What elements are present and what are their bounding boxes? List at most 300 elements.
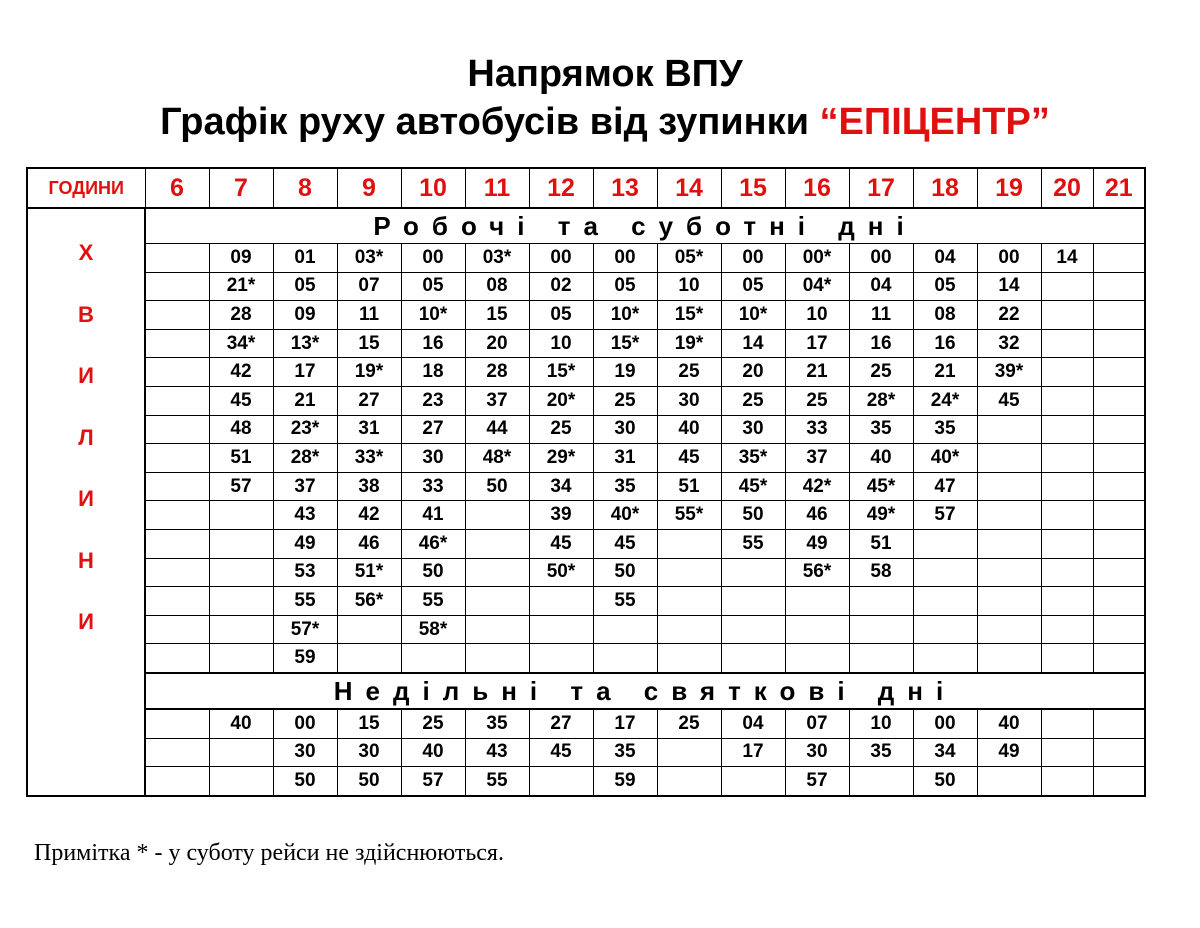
minute-cell: 40* (913, 444, 977, 473)
minute-cell (977, 529, 1041, 558)
minute-cell: 50 (593, 558, 657, 587)
minute-cell: 10* (721, 301, 785, 330)
minute-cell: 00 (529, 244, 593, 273)
minute-cell (1093, 444, 1145, 473)
minute-cell (1041, 472, 1093, 501)
minute-cell: 11 (849, 301, 913, 330)
minute-cell: 25 (529, 415, 593, 444)
minute-cell: 45 (657, 444, 721, 473)
minute-cell (1041, 644, 1093, 673)
minute-cell: 28 (465, 358, 529, 387)
minute-cell (913, 529, 977, 558)
minute-cell: 00 (721, 244, 785, 273)
minute-cell (1041, 615, 1093, 644)
minute-cell: 30 (401, 444, 465, 473)
minute-cell (145, 358, 209, 387)
table-row (27, 558, 1145, 587)
hour-cell: 8 (273, 168, 337, 208)
minute-cell: 45* (721, 472, 785, 501)
minute-cell (977, 472, 1041, 501)
hour-cell: 14 (657, 168, 721, 208)
minute-cell (145, 329, 209, 358)
minute-cell: 25 (721, 386, 785, 415)
minute-cell: 25 (593, 386, 657, 415)
minute-cell: 18 (401, 358, 465, 387)
table-row (27, 529, 1145, 558)
minute-cell (977, 558, 1041, 587)
minute-cell (721, 767, 785, 796)
minute-cell: 57 (913, 501, 977, 530)
minute-cell: 28* (273, 444, 337, 473)
holiday-section-row (27, 673, 1145, 709)
minute-cell (145, 738, 209, 767)
minute-cell: 57 (401, 767, 465, 796)
minute-cell: 40 (401, 738, 465, 767)
hour-cell: 20 (1041, 168, 1093, 208)
minute-cell: 33 (401, 472, 465, 501)
page-subtitle (5, 100, 1200, 144)
minute-cell (209, 558, 273, 587)
minute-cell: 01 (273, 244, 337, 273)
minute-cell: 00 (913, 709, 977, 738)
table-row (27, 587, 1145, 616)
minute-cell: 40 (657, 415, 721, 444)
minute-cell: 45 (209, 386, 273, 415)
minute-cell (145, 558, 209, 587)
minute-cell (1041, 587, 1093, 616)
minute-cell: 49 (977, 738, 1041, 767)
minute-cell (657, 529, 721, 558)
minute-cell (145, 386, 209, 415)
minute-cell: 50* (529, 558, 593, 587)
minute-cell: 50 (721, 501, 785, 530)
minute-cell: 07 (785, 709, 849, 738)
minute-cell: 31 (337, 415, 401, 444)
minute-cell: 19* (657, 329, 721, 358)
minute-cell (721, 615, 785, 644)
weekday-section-row (27, 208, 1145, 244)
minute-cell: 15* (593, 329, 657, 358)
minute-cell: 45* (849, 472, 913, 501)
minute-cell: 10* (593, 301, 657, 330)
minute-cell: 31 (593, 444, 657, 473)
minute-cell: 46* (401, 529, 465, 558)
hour-cell: 13 (593, 168, 657, 208)
minute-cell (593, 615, 657, 644)
minute-cell (209, 587, 273, 616)
hour-cell: 12 (529, 168, 593, 208)
minute-cell: 17 (721, 738, 785, 767)
minute-cell: 50 (273, 767, 337, 796)
footnote: Примітка * - у суботу рейси не здійснюються. (34, 840, 504, 866)
minute-cell: 46 (785, 501, 849, 530)
minute-cell: 30 (593, 415, 657, 444)
subtitle-text: Графік руху автобусів від зупинки (160, 101, 820, 143)
minute-cell: 14 (1041, 244, 1093, 273)
minute-cell: 17 (273, 358, 337, 387)
minutes-letter: Л (78, 424, 94, 450)
minute-cell: 30 (337, 738, 401, 767)
minute-cell: 00 (849, 244, 913, 273)
minute-cell: 05* (657, 244, 721, 273)
stop-name: “ЕПІЦЕНТР” (819, 101, 1050, 143)
minute-cell: 25 (401, 709, 465, 738)
minute-cell: 56* (785, 558, 849, 587)
minute-cell: 51* (337, 558, 401, 587)
minute-cell (977, 501, 1041, 530)
minute-cell (1093, 301, 1145, 330)
minute-cell: 09 (273, 301, 337, 330)
minute-cell (145, 615, 209, 644)
minute-cell (977, 415, 1041, 444)
minute-cell: 41 (401, 501, 465, 530)
minute-cell (145, 644, 209, 673)
minute-cell: 05 (721, 272, 785, 301)
minutes-letter: Х (78, 240, 94, 265)
minute-cell: 45 (593, 529, 657, 558)
minute-cell (1041, 738, 1093, 767)
minute-cell: 00 (593, 244, 657, 273)
minute-cell (913, 587, 977, 616)
minute-cell (721, 558, 785, 587)
minute-cell: 35 (849, 738, 913, 767)
minute-cell: 45 (529, 738, 593, 767)
minute-cell: 15* (657, 301, 721, 330)
minute-cell: 04 (721, 709, 785, 738)
minute-cell: 35 (849, 415, 913, 444)
minute-cell: 09 (209, 244, 273, 273)
minute-cell: 15 (337, 329, 401, 358)
minutes-vertical-label (27, 208, 145, 796)
minute-cell (849, 615, 913, 644)
minute-cell (977, 615, 1041, 644)
table-row (27, 415, 1145, 444)
minute-cell (337, 615, 401, 644)
minute-cell (1093, 644, 1145, 673)
minute-cell (1041, 558, 1093, 587)
minute-cell: 14 (977, 272, 1041, 301)
minute-cell: 55* (657, 501, 721, 530)
hour-cell: 10 (401, 168, 465, 208)
minute-cell: 16 (913, 329, 977, 358)
hours-label: ГОДИНИ (27, 168, 145, 208)
minute-cell: 40 (209, 709, 273, 738)
minute-cell: 27 (401, 415, 465, 444)
minute-cell (1041, 501, 1093, 530)
minute-cell: 08 (913, 301, 977, 330)
minute-cell: 25 (657, 358, 721, 387)
minute-cell (785, 587, 849, 616)
hour-cell: 9 (337, 168, 401, 208)
minute-cell: 04 (913, 244, 977, 273)
minute-cell (849, 767, 913, 796)
minute-cell: 25 (849, 358, 913, 387)
minute-cell (465, 558, 529, 587)
minute-cell: 50 (913, 767, 977, 796)
minute-cell (785, 615, 849, 644)
minute-cell: 10* (401, 301, 465, 330)
minute-cell (145, 244, 209, 273)
minute-cell (657, 644, 721, 673)
minute-cell: 21 (913, 358, 977, 387)
minute-cell: 44 (465, 415, 529, 444)
minute-cell: 27 (337, 386, 401, 415)
holiday-section-title: Недільні та святкові дні (145, 673, 1145, 709)
hour-cell: 19 (977, 168, 1041, 208)
minute-cell: 35 (593, 472, 657, 501)
minute-cell: 57 (785, 767, 849, 796)
minute-cell (145, 501, 209, 530)
minutes-letter: И (78, 363, 94, 388)
table-row (27, 615, 1145, 644)
hour-cell: 6 (145, 168, 209, 208)
minute-cell: 14 (721, 329, 785, 358)
minute-cell: 21 (785, 358, 849, 387)
minute-cell (145, 272, 209, 301)
minute-cell: 57* (273, 615, 337, 644)
minute-cell: 23* (273, 415, 337, 444)
minute-cell: 10 (529, 329, 593, 358)
minute-cell: 40 (977, 709, 1041, 738)
minute-cell: 35 (465, 709, 529, 738)
minute-cell (1093, 358, 1145, 387)
minute-cell (1093, 709, 1145, 738)
minute-cell: 39* (977, 358, 1041, 387)
minute-cell (721, 587, 785, 616)
minutes-letter: И (78, 609, 94, 634)
minute-cell: 19 (593, 358, 657, 387)
minute-cell (209, 738, 273, 767)
minute-cell (209, 644, 273, 673)
table-row (27, 767, 1145, 796)
minute-cell: 35* (721, 444, 785, 473)
minute-cell (145, 709, 209, 738)
schedule-table (26, 167, 1146, 797)
minute-cell: 20* (529, 386, 593, 415)
hour-cell: 17 (849, 168, 913, 208)
minute-cell (145, 587, 209, 616)
minute-cell: 04 (849, 272, 913, 301)
minute-cell (1093, 329, 1145, 358)
minute-cell: 34 (529, 472, 593, 501)
minute-cell: 20 (465, 329, 529, 358)
minute-cell (1041, 358, 1093, 387)
minute-cell: 45 (529, 529, 593, 558)
minute-cell (913, 615, 977, 644)
minute-cell: 33* (337, 444, 401, 473)
minute-cell: 55 (721, 529, 785, 558)
table-row (27, 329, 1145, 358)
minute-cell: 00 (273, 709, 337, 738)
minute-cell (1093, 738, 1145, 767)
minute-cell (977, 767, 1041, 796)
minute-cell: 51 (209, 444, 273, 473)
minutes-letter: И (78, 486, 94, 511)
minute-cell: 37 (273, 472, 337, 501)
minute-cell: 04* (785, 272, 849, 301)
minute-cell: 25 (785, 386, 849, 415)
minute-cell: 48* (465, 444, 529, 473)
minute-cell (977, 644, 1041, 673)
minute-cell (529, 615, 593, 644)
table-row (27, 244, 1145, 273)
minute-cell: 35 (593, 738, 657, 767)
minutes-letter: В (78, 301, 94, 327)
minute-cell: 15 (465, 301, 529, 330)
minute-cell (1041, 301, 1093, 330)
minute-cell: 55 (465, 767, 529, 796)
weekday-section-title: Робочі та суботні дні (145, 208, 1145, 244)
minute-cell (1093, 615, 1145, 644)
minute-cell: 46 (337, 529, 401, 558)
minute-cell: 24* (913, 386, 977, 415)
minute-cell: 47 (913, 472, 977, 501)
minute-cell (465, 644, 529, 673)
minute-cell (1093, 767, 1145, 796)
minute-cell (849, 644, 913, 673)
minute-cell (529, 644, 593, 673)
hour-cell: 7 (209, 168, 273, 208)
minute-cell: 55 (401, 587, 465, 616)
minute-cell: 37 (785, 444, 849, 473)
minute-cell: 02 (529, 272, 593, 301)
minute-cell (1093, 415, 1145, 444)
minute-cell: 48 (209, 415, 273, 444)
minute-cell: 17 (593, 709, 657, 738)
minute-cell: 39 (529, 501, 593, 530)
minute-cell: 42* (785, 472, 849, 501)
minute-cell: 34* (209, 329, 273, 358)
minute-cell: 58 (849, 558, 913, 587)
minute-cell (1041, 329, 1093, 358)
minute-cell: 21* (209, 272, 273, 301)
minute-cell (1093, 558, 1145, 587)
minute-cell (1041, 709, 1093, 738)
minute-cell: 55 (593, 587, 657, 616)
minute-cell (1093, 386, 1145, 415)
table-row (27, 738, 1145, 767)
minute-cell (465, 615, 529, 644)
minute-cell (209, 501, 273, 530)
minute-cell (1093, 472, 1145, 501)
table-row (27, 301, 1145, 330)
table-row (27, 386, 1145, 415)
minute-cell: 53 (273, 558, 337, 587)
table-row (27, 472, 1145, 501)
minute-cell: 43 (273, 501, 337, 530)
minute-cell (785, 644, 849, 673)
minute-cell: 05 (593, 272, 657, 301)
minute-cell: 25 (657, 709, 721, 738)
minute-cell: 34 (913, 738, 977, 767)
minute-cell: 22 (977, 301, 1041, 330)
minute-cell: 28* (849, 386, 913, 415)
minute-cell (593, 644, 657, 673)
minute-cell (1093, 529, 1145, 558)
minute-cell: 49 (273, 529, 337, 558)
minute-cell: 38 (337, 472, 401, 501)
minute-cell (977, 587, 1041, 616)
minute-cell: 58* (401, 615, 465, 644)
minute-cell: 03* (465, 244, 529, 273)
minute-cell: 40 (849, 444, 913, 473)
minute-cell (209, 767, 273, 796)
table-row (27, 644, 1145, 673)
minute-cell: 50 (465, 472, 529, 501)
hour-cell: 16 (785, 168, 849, 208)
minute-cell: 05 (529, 301, 593, 330)
minute-cell: 49* (849, 501, 913, 530)
minute-cell: 08 (465, 272, 529, 301)
minute-cell: 30 (657, 386, 721, 415)
minute-cell (721, 644, 785, 673)
table-row (27, 501, 1145, 530)
minute-cell: 10 (785, 301, 849, 330)
hours-header-row (27, 168, 1145, 208)
minute-cell: 55 (273, 587, 337, 616)
minute-cell: 10 (657, 272, 721, 301)
minute-cell (145, 472, 209, 501)
minute-cell: 50 (337, 767, 401, 796)
minute-cell: 30 (785, 738, 849, 767)
minute-cell: 07 (337, 272, 401, 301)
minute-cell: 15 (337, 709, 401, 738)
hour-cell: 21 (1093, 168, 1145, 208)
minute-cell (529, 587, 593, 616)
minute-cell (657, 738, 721, 767)
minute-cell: 51 (657, 472, 721, 501)
minute-cell: 00 (977, 244, 1041, 273)
minute-cell (1093, 587, 1145, 616)
minute-cell (465, 587, 529, 616)
minute-cell (209, 615, 273, 644)
minute-cell (145, 529, 209, 558)
minute-cell (1041, 444, 1093, 473)
minutes-letter: Н (78, 547, 94, 573)
minute-cell: 40* (593, 501, 657, 530)
minute-cell: 19* (337, 358, 401, 387)
table-row (27, 272, 1145, 301)
minute-cell (145, 415, 209, 444)
minute-cell: 00 (401, 244, 465, 273)
minute-cell (1041, 386, 1093, 415)
hour-cell: 11 (465, 168, 529, 208)
minute-cell: 43 (465, 738, 529, 767)
minute-cell (1041, 529, 1093, 558)
minute-cell: 51 (849, 529, 913, 558)
minute-cell: 10 (849, 709, 913, 738)
hour-cell: 15 (721, 168, 785, 208)
minute-cell: 37 (465, 386, 529, 415)
minute-cell: 49 (785, 529, 849, 558)
minute-cell: 59 (273, 644, 337, 673)
minute-cell: 13* (273, 329, 337, 358)
minute-cell: 56* (337, 587, 401, 616)
minute-cell (1041, 272, 1093, 301)
minute-cell: 00* (785, 244, 849, 273)
minute-cell (913, 558, 977, 587)
minute-cell: 42 (337, 501, 401, 530)
minute-cell: 17 (785, 329, 849, 358)
minute-cell: 27 (529, 709, 593, 738)
minute-cell (657, 587, 721, 616)
minute-cell: 21 (273, 386, 337, 415)
minute-cell (657, 558, 721, 587)
minute-cell: 29* (529, 444, 593, 473)
minute-cell: 11 (337, 301, 401, 330)
minute-cell (657, 615, 721, 644)
minute-cell (1093, 272, 1145, 301)
